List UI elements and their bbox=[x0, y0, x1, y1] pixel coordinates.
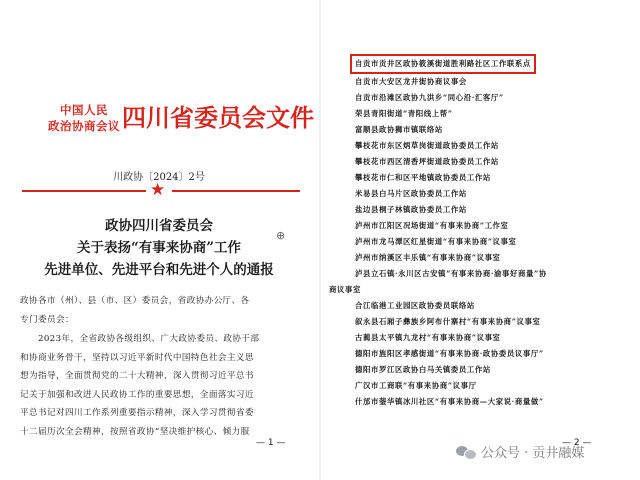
list-item: 富顺县政协狮市镇联络站 bbox=[355, 125, 443, 134]
star-icon: ★ bbox=[150, 180, 166, 200]
title-line: 关于表扬“有事来协商”工作 bbox=[76, 240, 242, 256]
list-item: 荣县青阳街道“青阳线上帮” bbox=[355, 109, 453, 118]
watermark bbox=[456, 442, 584, 461]
list-item: 米易县白马片区政协委员工作站 bbox=[355, 189, 467, 198]
page-divider bbox=[319, 0, 321, 480]
list-item: 广汉市工商联“有事来协商”议事厅 bbox=[355, 381, 477, 390]
body-paragraph bbox=[20, 330, 300, 441]
list-item: 攀枝花市西区清香坪街道政协委员工作站 bbox=[355, 157, 499, 166]
list-item-continuation: 商议事室 bbox=[329, 285, 361, 294]
list-item: 泸州市江阳区况场街道“有事来协商”工作室 bbox=[355, 221, 509, 230]
addressee bbox=[20, 292, 300, 329]
body-line: 和协商业务骨干，坚持以习近平新时代中国特色社会主义思 bbox=[20, 352, 254, 363]
red-rule-right bbox=[172, 190, 300, 192]
highlight-box: 自贡市贡井区政协筱溪街道胜利路社区工作联系点 bbox=[350, 54, 536, 74]
header-small-line: 中国人民 bbox=[60, 103, 108, 117]
left-page bbox=[0, 0, 318, 480]
list-item-highlighted bbox=[355, 54, 635, 74]
body-line: 记关于加强和改进人民政协工作的重要思想，全面落实习近 bbox=[20, 389, 254, 400]
list-item: 自贡市沿滩区政协九洪乡“同心沿·汇客厅” bbox=[355, 93, 504, 102]
list-item: 德阳市罗江区政协白马关镇委员工作站 bbox=[355, 365, 491, 374]
list-item: 攀枝花市东区炳草岗街道政协委员工作站 bbox=[355, 141, 499, 150]
page-number: — 2 — bbox=[562, 438, 592, 448]
list-item: 自贡市大安区龙井街协商议事会 bbox=[355, 77, 467, 86]
watermark-text: 公众号 · 贡井融媒 bbox=[481, 446, 585, 461]
list-item: 泸州市纳溪区丰乐镇“有事来协商”议事室 bbox=[355, 253, 501, 262]
title-line: 政协四川省委员会 bbox=[105, 218, 213, 234]
list-item: 盐边县桐子林镇政协委员工作站 bbox=[355, 205, 467, 214]
body-line: 十二届历次全会精神，按照省政协“坚决维护核心、倾力服 bbox=[20, 426, 250, 437]
body-line: 想为指导，全面贯彻党的二十大精神，深入贯彻习近平总书 bbox=[20, 371, 254, 381]
header-title-big: 四川省委员会文件 bbox=[122, 104, 314, 132]
list-item: 泸县立石镇·永川区古安镇“有事来协商·渝事好商量”协 bbox=[355, 269, 547, 278]
wechat-icon bbox=[456, 444, 476, 460]
body-line: 平总书记对四川工作系列重要指示精神，深入学习贯彻省委 bbox=[20, 408, 254, 418]
document-number: 川政协〔2024〕2号 bbox=[113, 172, 205, 183]
unit-list bbox=[329, 54, 635, 410]
list-item: 叙永县石厢子彝族乡阿布什寨村“有事来协商”议事室 bbox=[355, 317, 541, 326]
addressee-line: 专门委员会： bbox=[20, 314, 74, 325]
list-item: 泸州市龙马潭区红星街道“有事来协商”议事室 bbox=[355, 237, 517, 246]
list-item: 攀枝花市仁和区平地镇政协委员工作站 bbox=[355, 173, 491, 182]
list-item: 什邡市蓥华镇冰川社区“有事来协商—大家说·商量做” bbox=[355, 397, 544, 406]
move-crosshair-icon[interactable]: ⊕ bbox=[276, 229, 286, 242]
red-rule-left bbox=[22, 190, 146, 192]
list-item: 合江临港工业园区政协委员联络站 bbox=[355, 301, 475, 310]
list-item: 古蔺县太平镇九龙村“有事来协商”议事室 bbox=[355, 333, 501, 342]
header-small-line: 政治协商会议 bbox=[48, 119, 120, 133]
right-page bbox=[322, 0, 640, 480]
list-item: 德阳市旌阳区孝感街道“有事来协商·政协委员议事厅” bbox=[355, 349, 544, 358]
body-line: 2023年，全省政协各级组织、广大政协委员、政协干部 bbox=[38, 334, 260, 344]
addressee-line: 政协各市（州）、县（市、区）委员会，省政协办公厅、各 bbox=[20, 296, 250, 306]
page-number: — 1 — bbox=[256, 438, 286, 448]
title-line: 先进单位、先进平台和先进个人的通报 bbox=[44, 262, 274, 278]
header-issuer-small bbox=[48, 102, 120, 134]
